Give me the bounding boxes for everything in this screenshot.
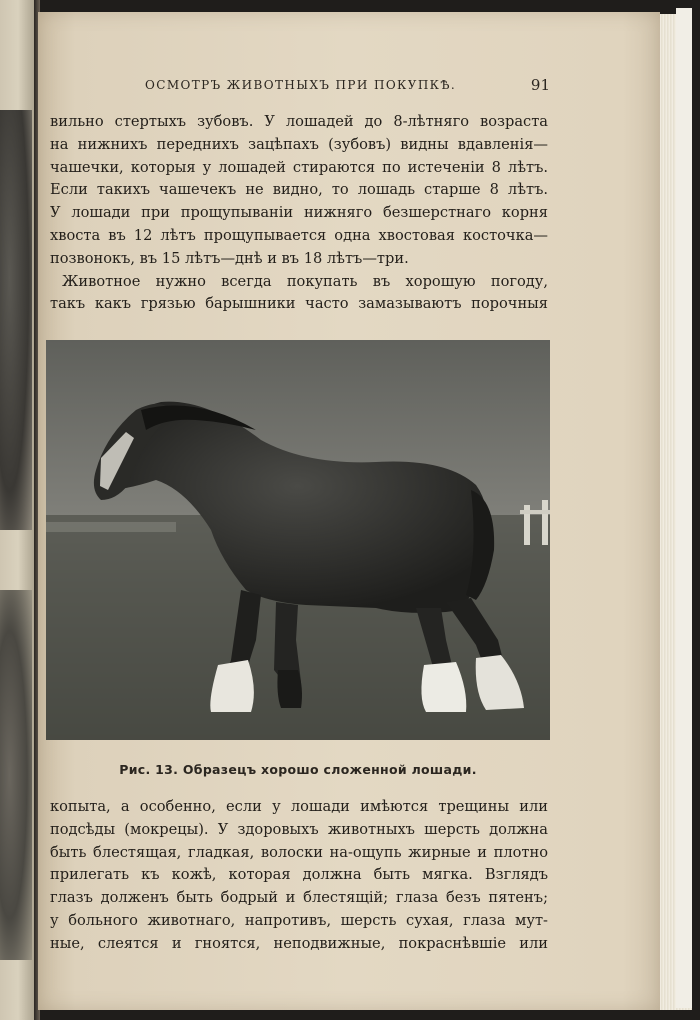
- text-line: прилегать къ кожѣ, которая должна быть мягка. Взглядъ: [50, 866, 548, 884]
- text-line: хвоста въ 12 лѣтъ прощупывается одна хвостовая косточка—: [50, 226, 548, 244]
- text-line: вильно стертыхъ зубовъ. У лошадей до 8-лѣтняго возраста: [50, 113, 548, 130]
- facing-page-illustration: [0, 110, 32, 530]
- text-line: Если такихъ чашечекъ не видно, то лошадь старше 8 лѣтъ.: [50, 181, 548, 199]
- text-line: позвонокъ, въ 15 лѣтъ—днѣ и въ 18 лѣтъ—три.: [50, 249, 409, 267]
- text-line: Животное нужно всегда покупать въ хорошую погоду,: [62, 272, 548, 290]
- body-text-bottom: [50, 796, 548, 956]
- facing-page-illustration-2: [0, 590, 32, 960]
- text-line: ные, слеятся и гноятся, неподвижные, покраснѣвшіе или: [50, 934, 548, 952]
- text-line: глазъ долженъ быть бодрый и блестящій; глаза безъ пятенъ;: [50, 889, 548, 907]
- page-header: [145, 76, 550, 96]
- text-line: у больного животнаго, напротивъ, шерсть сухая, глаза мут-: [50, 911, 548, 929]
- running-title: ОСМОТРЪ ЖИВОТНЫХЪ ПРИ ПОКУПКѢ.: [145, 78, 457, 92]
- text-line: быть блестящая, гладкая, волоски на-ощупь жирные и плотно: [50, 843, 548, 861]
- horse-illustration: [46, 340, 550, 740]
- text-line: У лошади при прощупываніи нижняго безшерстнаго корня: [50, 204, 548, 222]
- text-line: такъ какъ грязью барышники часто замазываютъ порочныя: [50, 295, 548, 313]
- text-line: на нижнихъ переднихъ зацѣпахъ (зубовъ) видны вдавленія—: [50, 135, 548, 153]
- figure-caption: Рис. 13. Образецъ хорошо сложенной лошади.: [119, 762, 477, 777]
- horse-photograph: [46, 340, 550, 740]
- body-text-top: [50, 111, 548, 316]
- text-line: чашечки, которыя у лошадей стираются по истеченіи 8 лѣтъ.: [50, 158, 548, 176]
- facing-page-edge: [0, 0, 36, 1020]
- text-line: подсѣды (мокрецы). У здоровыхъ животныхъ шерсть должна: [50, 820, 548, 838]
- page-number: 91: [530, 76, 550, 94]
- text-line: копыта, а особенно, если у лошади имѣются трещины или: [50, 798, 548, 815]
- background-sheet: [676, 8, 692, 1008]
